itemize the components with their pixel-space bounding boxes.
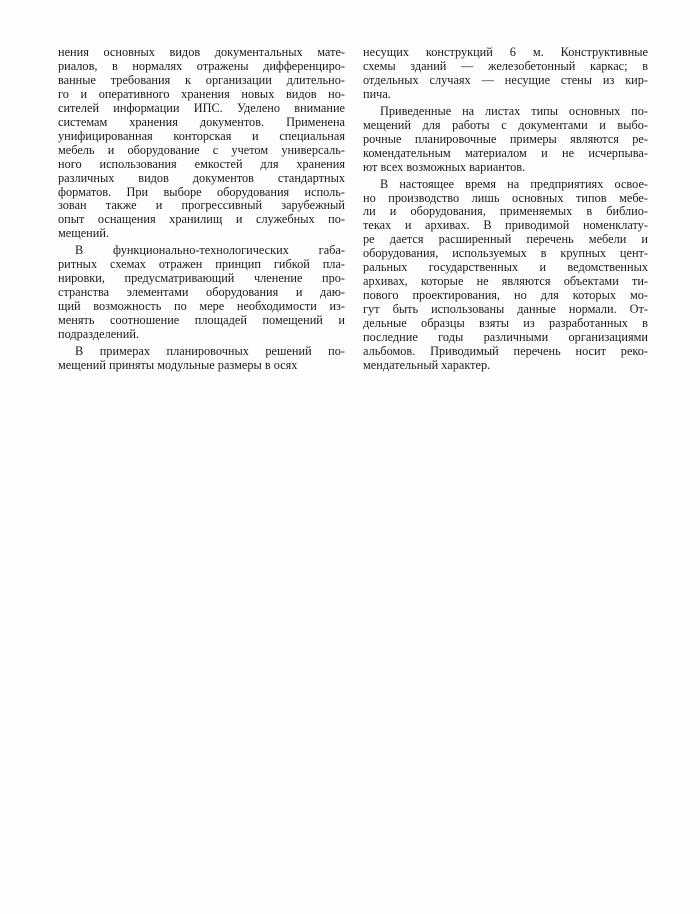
text-line: теках и архивах. В приводимой номенклату- bbox=[363, 218, 648, 233]
text-line: оборудования, используемых в крупных цент- bbox=[363, 246, 648, 261]
text-line: ного использования емкостей для хранения bbox=[58, 156, 345, 171]
paragraph bbox=[363, 46, 648, 102]
text-line: пового проектирования, но для которых мо- bbox=[363, 288, 648, 303]
text-line: го и оперативного хранения новых видов но- bbox=[58, 86, 345, 101]
text-line: дельные образцы взяты из разработанных в bbox=[363, 316, 648, 331]
text-line: несущих конструкций 6 м. Конструктивные bbox=[363, 45, 648, 59]
text-line: мещений. bbox=[58, 226, 109, 241]
text-line: риалов, в нормалях отражены дифференциро- bbox=[58, 58, 345, 73]
text-line: но производство лишь основных типов мебе- bbox=[363, 190, 648, 205]
text-line: мещений для работы с документами и выбо- bbox=[363, 117, 648, 132]
text-line: ре дается расширенный перечень мебели и bbox=[363, 232, 648, 247]
text-line: схемы зданий — железобетонный каркас; в bbox=[363, 58, 648, 73]
text-line: ванные требования к организации длительно- bbox=[58, 72, 345, 87]
paragraph bbox=[363, 178, 648, 373]
text-line: ли и оборудования, применяемых в библио- bbox=[363, 204, 648, 219]
text-line: В функционально-технологических габа- bbox=[75, 243, 345, 258]
text-line: рочные планировочные примеры являются ре- bbox=[363, 131, 648, 146]
text-line: В примерах планировочных решений по- bbox=[75, 344, 345, 359]
paragraph bbox=[58, 244, 345, 342]
text-line: унифицированная конторская и специальная bbox=[58, 128, 345, 143]
text-line: странства элементами оборудования и даю- bbox=[58, 285, 345, 300]
text-line: форматов. При выборе оборудования исполь- bbox=[58, 184, 345, 199]
paragraph bbox=[58, 46, 345, 241]
text-line: комендательным материалом и не исчерпыва- bbox=[363, 145, 648, 160]
text-line: системам хранения документов. Применена bbox=[58, 114, 345, 129]
text-line: пича. bbox=[363, 86, 391, 101]
text-line: ритных схемах отражен принцип гибкой пла- bbox=[58, 257, 345, 272]
text-line: архивах, которые не являются объектами ти- bbox=[363, 274, 648, 289]
text-line: гут быть использованы данные нормали. От- bbox=[363, 302, 648, 317]
text-line: подразделений. bbox=[58, 327, 139, 342]
text-line: различных видов документов стандартных bbox=[58, 170, 345, 185]
text-line: мебель и оборудование с учетом универсаль- bbox=[58, 142, 345, 157]
text-line: сителей информации ИПС. Уделено внимание bbox=[58, 100, 345, 115]
left-column bbox=[58, 46, 345, 376]
paragraph bbox=[58, 345, 345, 373]
text-line: последние годы различными организациями bbox=[363, 330, 648, 345]
text-line: ральных государственных и ведомственных bbox=[363, 260, 648, 275]
text-line: В настоящее время на предприятиях освое- bbox=[380, 176, 648, 191]
text-line: ют всех возможных вариантов. bbox=[363, 159, 526, 174]
text-line: отдельных случаях — несущие стены из кир- bbox=[363, 72, 648, 87]
text-line: альбомов. Приводимый перечень носит реко- bbox=[363, 344, 648, 359]
right-column bbox=[363, 46, 648, 376]
text-line: зован также и прогрессивный зарубежный bbox=[58, 198, 345, 213]
text-line: нировки, предусматривающий членение про- bbox=[58, 271, 345, 286]
text-line: менять соотношение площадей помещений и bbox=[58, 313, 345, 328]
text-line: опыт оснащения хранилищ и служебных по- bbox=[58, 212, 345, 227]
text-line: Приведенные на листах типы основных по- bbox=[380, 103, 648, 118]
paragraph bbox=[363, 105, 648, 175]
text-line: мендательный характер. bbox=[363, 357, 491, 372]
text-line: мещений приняты модульные размеры в осях bbox=[58, 357, 298, 372]
text-line: щий возможность по мере необходимости из- bbox=[58, 299, 345, 314]
text-line: нения основных видов документальных мате- bbox=[58, 45, 345, 59]
